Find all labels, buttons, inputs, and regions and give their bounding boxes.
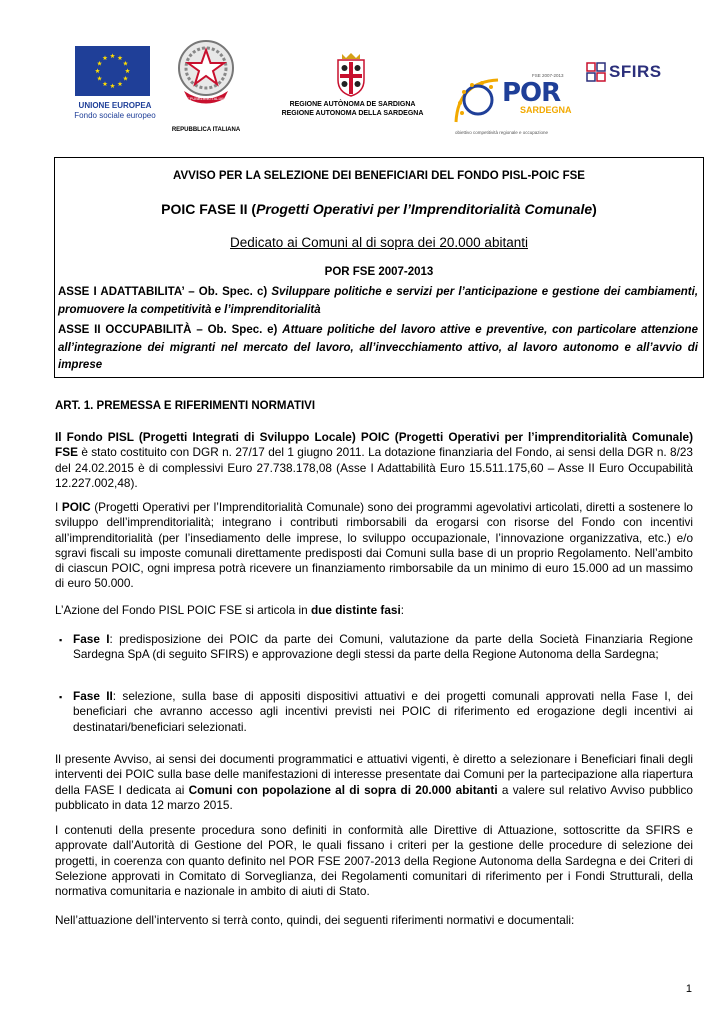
p4-text: Il presente Avviso, ai sensi dei documenti programmatici e attuativi vigenti, è diretto a selezionare i Beneficiari finali degli interventi dei POIC sulla base delle manifestazioni di interesse presentate dai Comuni per la partecipazione alla riapertura della FASE I dedicata ai xyxy=(55,752,693,797)
list-item-fase-2 xyxy=(73,689,693,735)
italian-emblem-logo xyxy=(172,36,240,104)
notice-title xyxy=(55,201,703,217)
notice-heading: AVVISO PER LA SELEZIONE DEI BENEFICIARI DEL FONDO PISL-POIC FSE xyxy=(173,170,585,182)
paragraph-poic xyxy=(55,500,693,592)
fase-2-text: : selezione, sulla base di appositi dispositivi attuativi e dei progetti comunali approvati nella Fase I, dei beneficiari che avranno accesso agli incentivi previsti nei POIC di riferimento ed erogazione degli incentivi ai destinatari/beneficiari selezionati. xyxy=(73,689,693,734)
p3-bold: due distinte fasi xyxy=(310,603,401,617)
eu-fund-name: Fondo sociale europeo xyxy=(74,111,156,120)
paragraph-contenuti: I contenuti della presente procedura sono definiti in conformità alle Direttive di Attuazione, sottoscritte da SFIRS e approvate dall’Autorità di Gestione del POR, le quali fissano i criteri per la gestione delle procedure di selezione dei progetti, in coerenza con quanto definito nel POR FSE 2007-2013 della Regione Autonoma della Sardegna e dei Criteri di Selezione approvati in Comitato di Sorveglianza, dei Regolamenti comunitari di riferimento per i Fondi Strutturali, della normativa comunitaria e nazionale in ambito di aiuti di Stato. xyxy=(55,823,693,899)
asse-1-text: Sviluppare politiche e servizi per l’anticipazione e gestione dei cambiamenti, promuovere la competitività e l’imprenditorialità xyxy=(58,286,699,316)
bullet-square-icon: ▪ xyxy=(59,692,63,702)
eu-name: UNIONE EUROPEA xyxy=(78,101,152,110)
article-heading: ART. 1. PREMESSA E RIFERIMENTI NORMATIVI xyxy=(55,400,316,412)
asse-2-text: Attuare politiche del lavoro attive e preventive, con particolare attenzione all’integrazione dei migranti nel mercato del lavoro, all’invecchiamento attivo, al lavoro autonomo e all’avvio di imprese xyxy=(58,324,698,371)
sfirs-wordmark: SFIRS xyxy=(609,62,662,81)
asse-1-description xyxy=(58,284,698,319)
sardinia-region-caption xyxy=(270,100,435,118)
sardinia-shield-logo xyxy=(334,52,368,98)
list-item-fase-1 xyxy=(73,632,693,663)
p1-text: è stato costituito con DGR n. 27/17 del 1 giugno 2011. La dotazione finanziaria del Fondo, ai sensi della DGR n. 8/23 del 24.02.2015 è di complessivi Euro 27.738.178,08 (Asse I Adattabilità Euro 15.511.175,60 – Asse II Euro Occupabilità 12.227.002,48). xyxy=(55,445,693,490)
p1-bold: Il Fondo PISL (Progetti Integrati di Sviluppo Locale) POIC (Progetti Operativi per l’imprenditorialità Comunale) FSE xyxy=(55,430,693,460)
title-suffix: ) xyxy=(592,201,597,217)
p2-bold: POIC xyxy=(61,500,91,514)
paragraph-azione xyxy=(55,603,693,618)
por-fund-period: FSE 2007-2013 xyxy=(532,73,564,78)
title-italic: Progetti Operativi per l’Imprenditorialità Comunale xyxy=(256,201,593,217)
page-number: 1 xyxy=(685,983,692,995)
eu-flag-logo xyxy=(75,46,150,96)
p3-text: L’Azione del Fondo PISL POIC FSE si articola in xyxy=(55,603,311,617)
por-sardegna-wordmark: SARDEGNA xyxy=(520,105,572,115)
sardinia-name-sardinian: REGIONE AUTÒNOMA DE SARDIGNA xyxy=(289,101,416,108)
eu-caption xyxy=(65,101,165,121)
fase-2-label: Fase II xyxy=(73,689,113,703)
asse-2-label: ASSE II OCCUPABILITÀ – Ob. Spec. e) xyxy=(58,324,278,336)
sfirs-grid-icon xyxy=(586,62,606,82)
bullet-square-icon: ▪ xyxy=(59,635,63,645)
sardinia-name-italian: REGIONE AUTONOMA DELLA SARDEGNA xyxy=(281,110,424,117)
title-prefix: POIC FASE II ( xyxy=(161,201,257,217)
p2-text: (Progetti Operativi per l’Imprenditorialità Comunale) sono dei programmi agevolativi articolati, diretti a sostenere lo sviluppo dell’imprenditorialità; integrano i contributi rimborsabili da erogarsi con risorse del Fondo con incentivi all’imprenditorialità (per l’insediamento delle imprese, lo sviluppo occupazionale, l’innovazione organizzativa, etc.) e/o sgravi fiscali su imposte comunali direttamente predisposti dai Comuni sulla base di un proprio Regolamento. Nell’ambito di ciascun POIC, ogni impresa potrà ricevere un finanziamento rimborsabile da un minimo di euro 15.000 ad un massimo di euro 50.000. xyxy=(55,500,693,591)
por-tagline: obiettivo competitività regionale e occupazione xyxy=(455,130,549,135)
fase-1-label: Fase I xyxy=(73,632,110,646)
p2-start: I xyxy=(55,500,62,514)
notice-box xyxy=(54,157,704,378)
paragraph-fondo xyxy=(55,430,693,491)
asse-2-description xyxy=(58,322,698,375)
fase-1-text: : predisposizione dei POIC da parte dei Comuni, valutazione da parte della Società Finanziaria Regione Sardegna SpA (di seguito SFIRS) e approvazione degli stessi da parte della Regione Autonoma della Sardegna; xyxy=(73,632,693,662)
p4-bold: Comuni con popolazione al di sopra di 20.000 abitanti xyxy=(188,782,498,797)
paragraph-avviso xyxy=(55,752,693,813)
header-logos xyxy=(0,30,724,140)
svg-text:REPUBBLICA ITALIANA: REPUBBLICA ITALIANA xyxy=(184,96,228,101)
p3-end: : xyxy=(400,603,405,617)
program-label: POR FSE 2007-2013 xyxy=(324,266,434,278)
notice-subtitle: Dedicato ai Comuni al di sopra dei 20.000 abitanti xyxy=(230,235,528,250)
paragraph-riferimenti: Nell’attuazione dell’intervento si terrà conto, quindi, dei seguenti riferimenti normativi e documentali: xyxy=(55,913,575,927)
p4-end: a valere sul relativo Avviso pubblico pubblicato in data 12 marzo 2015. xyxy=(55,782,693,812)
italian-republic-caption: REPUBBLICA ITALIANA xyxy=(171,127,241,133)
asse-1-label: ASSE I ADATTABILITA’ – Ob. Spec. c) xyxy=(58,286,268,298)
por-wordmark: POR xyxy=(502,78,561,108)
